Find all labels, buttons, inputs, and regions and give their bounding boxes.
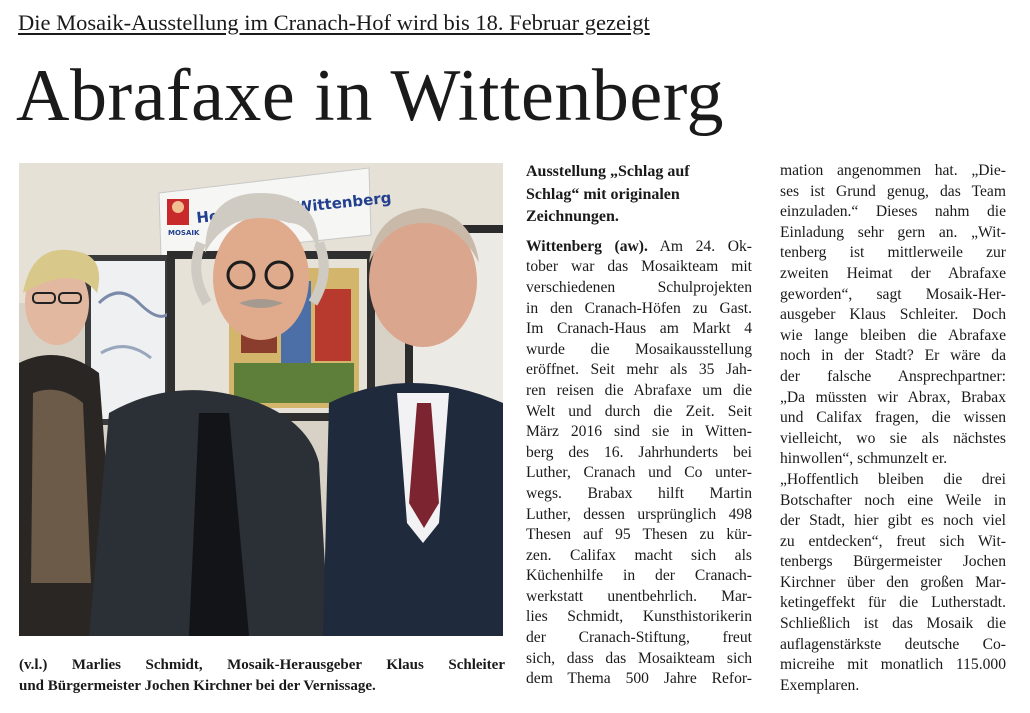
body-line: auflagenstärkste deutsche Co- [780, 635, 1006, 653]
body-line: wurde die Mosaikausstellung [526, 340, 752, 358]
body-line: sich, dass das Mosaikteam sich [526, 649, 752, 667]
body-line: wegs. Brabax hilft Martin [526, 484, 752, 502]
body-line: ketingeffekt für die Lutherstadt. [780, 594, 1006, 612]
subhead-line: Schlag“ mit originalen [526, 185, 680, 203]
body-line: „Da müssten wir Abrax, Brabax [780, 388, 1006, 406]
article-subheadline [526, 161, 752, 229]
body-line: zen. Califax macht sich als [526, 546, 752, 564]
body-line: der falsche Ansprechpartner: [780, 367, 1006, 385]
body-line: Botschafter noch eine Weile in [780, 491, 1006, 509]
body-line: einzuladen.“ Dieses nahm die [780, 203, 1006, 221]
banner-logo-text: MOSAIK [168, 229, 200, 237]
body-line: tober war das Mosaikteam mit [526, 258, 752, 276]
body-line: März 2016 sind sie in Witten- [526, 423, 752, 441]
article-kicker: Die Mosaik-Ausstellung im Cranach-Hof wird bis 18. Februar gezeigt [18, 10, 650, 35]
body-line: Exemplaren. [780, 676, 860, 694]
body-line: Thesen auf 95 Thesen zu kür- [526, 526, 752, 544]
body-line: der Stadt, hier gibt es noch viel [780, 512, 1006, 530]
body-line: Schließlich ist das Mosaik die [780, 615, 1006, 633]
body-line: vielleicht, wo sie als nächstes [780, 429, 1006, 447]
body-line: und Califax fragen, die wissen [780, 409, 1006, 427]
body-line: der Cranach-Stiftung, freut [526, 629, 752, 647]
body-line: eröffnet. Seit mehr als 35 Jah- [526, 361, 752, 379]
body-line: ses ist Grund genug, das Team [780, 182, 1006, 200]
body-line: ren reisen die Abrafaxe um die [526, 381, 752, 399]
subhead-line: Zeichnungen. [526, 208, 619, 226]
body-line: wie lange bleiben die Abrafaxe [780, 326, 1006, 344]
body-line: in den Cranach-Höfen zu Gast. [526, 299, 752, 317]
body-line: Welt und durch die Zeit. Seit [526, 402, 752, 420]
article-column-2 [526, 161, 752, 690]
body-line: berg des 16. Jahrhunderts bei [526, 443, 752, 461]
article-column-3 [780, 161, 1006, 696]
body-line: noch in der Stadt? Er wäre da [780, 347, 1006, 365]
body-line: werkstatt unentbehrlich. Mar- [526, 587, 752, 605]
body-line: Luther, Cranach und Co unter- [526, 464, 752, 482]
body-line: zweiten Heimat der Abrafaxe [780, 264, 1006, 282]
body-line: tenbergs Bürgermeister Jochen [780, 553, 1006, 571]
body-line: verschiedenen Schulprojekten [526, 278, 752, 296]
body-line [526, 237, 752, 258]
body-line-rest: Am 24. Ok- [647, 237, 752, 255]
body-line: micreihe mit monatlich 115.000 [780, 656, 1006, 674]
subhead-line: Ausstellung „Schlag auf [526, 163, 690, 180]
body-line: zu entdecken“, freut sich Wit- [780, 532, 1006, 550]
article-photo [19, 163, 503, 636]
dateline: Wittenberg (aw). [526, 237, 648, 255]
body-line: Einladung sehr gern an. „Wit- [780, 223, 1006, 241]
body-line: Im Cranach-Haus am Markt 4 [526, 320, 752, 338]
caption-line-2: und Bürgermeister Jochen Kirchner bei der Vernissage. [19, 678, 376, 694]
body-line: hinwollen“, schmunzelt er. [780, 450, 948, 468]
body-line: Kirchner über den großen Mar- [780, 573, 1006, 591]
caption-line-1: (v.l.) Marlies Schmidt, Mosaik-Herausgeber Klaus Schleiter [19, 657, 505, 673]
body-line: „Hoffentlich bleiben die drei [780, 470, 1006, 488]
body-line: geworden“, sagt Mosaik-Her- [780, 285, 1006, 303]
body-line: Luther, dessen ursprünglich 498 [526, 505, 752, 523]
body-line: lies Schmidt, Kunsthistorikerin [526, 608, 752, 626]
banner-text: Wittenberg [294, 188, 393, 217]
article-headline: Abrafaxe in Wittenberg [16, 55, 725, 137]
body-line: Küchenhilfe in der Cranach- [526, 567, 752, 585]
body-line: ausgeber Klaus Schleiter. Doch [780, 306, 1006, 324]
body-line: dem Thema 500 Jahre Refor- [526, 670, 752, 688]
photo-caption [19, 655, 505, 697]
body-line: tenberg ist mittlerweile zur [780, 244, 1006, 262]
body-line: mation angenommen hat. „Die- [780, 162, 1006, 179]
